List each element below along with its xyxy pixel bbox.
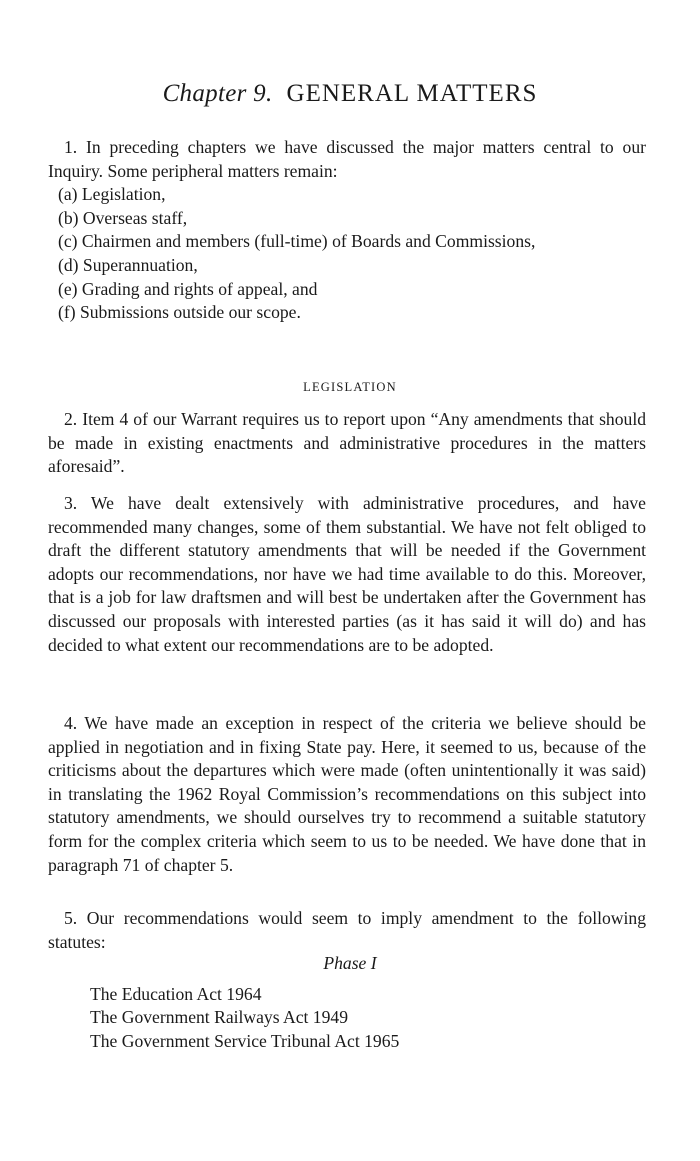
list-item: (f) Submissions outside our scope.: [58, 302, 301, 323]
list-item: The Government Service Tribunal Act 1965: [90, 1030, 400, 1051]
list-item: (a) Legislation,: [58, 184, 166, 205]
section-heading: LEGISLATION: [303, 380, 397, 394]
chapter-number: Chapter 9.: [162, 80, 273, 107]
matters-list: [48, 183, 646, 325]
paragraph-5: [48, 907, 646, 954]
paragraph-2-text: 2. Item 4 of our Warrant requires us to report upon “Any amendments that should be made in existing enactments and administrative procedures in the matters aforesaid”.: [48, 409, 646, 477]
paragraph-5-text: 5. Our recommendations would seem to imply amendment to the following statutes:: [48, 908, 646, 952]
paragraph-3-text: 3. We have dealt extensively with administrative procedures, and have recommended many changes, some of them substantial. We have not felt obliged to draft the different statutory amendments that will be needed if the Government adopts our recommendations, nor have we had time available to do this. Moreover, that is a job for law draftsmen and will best be undertaken after the Government has discussed our proposals with interested parties (as it has said it will do) and has decided to what extent our recommendations are to be adopted.: [48, 493, 646, 655]
paragraph-4-text: 4. We have made an exception in respect of the criteria we believe should be applied in negotiation and in fixing State pay. Here, it seemed to us, because of the criticisms about the departures which were made (often unintentionally it was said) in translating the 1962 Royal Commission’s recommendations on this subject into statutory amendments, we should ourselves try to recommend a suitable statutory form for the complex criteria which seem to us to be needed. We have done that in paragraph 71 of chapter 5.: [48, 713, 646, 875]
paragraph-4: [48, 712, 646, 877]
chapter-title: [0, 80, 700, 108]
list-item: The Education Act 1964: [90, 984, 262, 1004]
statutes-list: [90, 983, 399, 1053]
paragraph-2: [48, 408, 646, 479]
list-item: (e) Grading and rights of appeal, and: [58, 278, 318, 299]
list-item: The Government Railways Act 1949: [90, 1007, 348, 1028]
paragraph-1-text: 1. In preceding chapters we have discussed the major matters central to our Inquiry. Some peripheral matters remain:: [48, 137, 646, 181]
list-item: (c) Chairmen and members (full-time) of Boards and Commissions,: [58, 231, 536, 252]
list-item: (d) Superannuation,: [58, 254, 198, 275]
list-item: (b) Overseas staff,: [58, 207, 188, 228]
phase-label: Phase I: [323, 953, 377, 973]
paragraph-1: [48, 136, 646, 325]
paragraph-3: [48, 492, 646, 657]
chapter-heading: GENERAL MATTERS: [286, 80, 538, 107]
